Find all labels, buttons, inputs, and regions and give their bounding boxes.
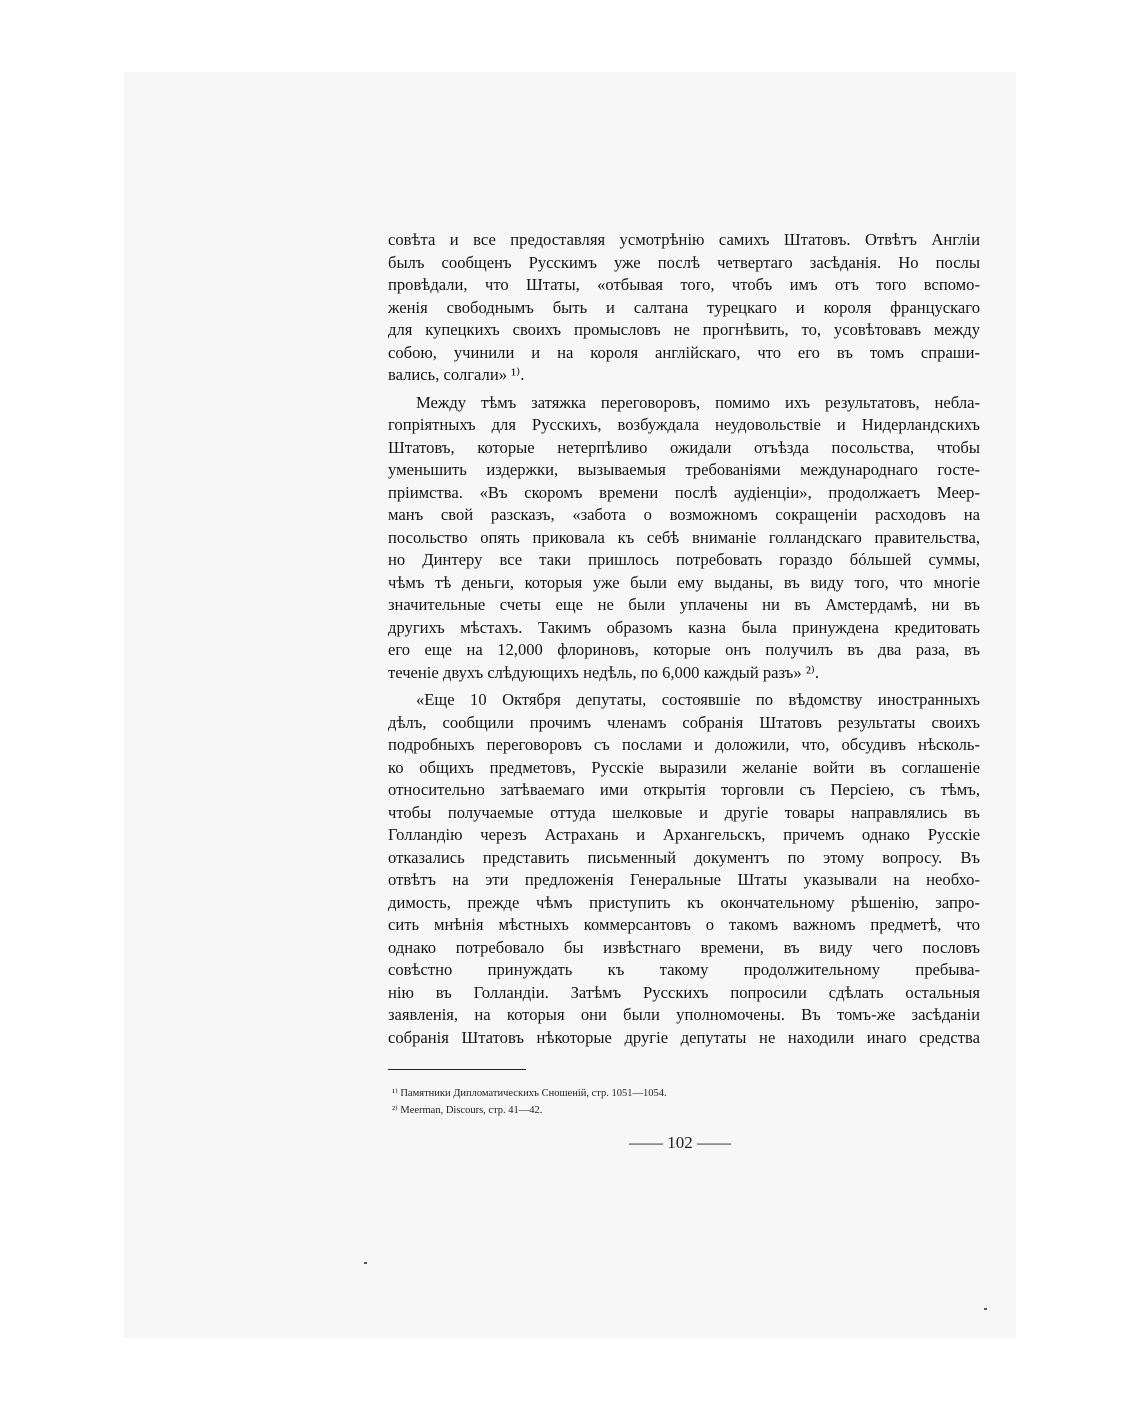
text-line: былъ сообщенъ Русскимъ уже послѣ четвертаго засѣданія. Но послы: [388, 252, 980, 272]
text-line: чтобы получаемые оттуда шелковые и другіе товары направлялись въ: [388, 802, 980, 822]
text-line: пріимства. «Въ скоромъ времени послѣ аудіенціи», продолжаетъ Меер-: [388, 482, 980, 502]
text-line: гопріятныхъ для Русскихъ, возбуждала неудовольствіе и Нидерландскихъ: [388, 415, 980, 434]
text-line: отвѣтъ на эти предложенія Генеральные Штаты указывали на необхо-: [388, 870, 980, 889]
text-line: вались, солгали» ¹⁾.: [388, 365, 525, 384]
text-line: ко общихъ предметовъ, Русскіе выразили желаніе войти въ соглашеніе: [388, 757, 980, 777]
text-line: Штатовъ, которые нетерпѣливо ожидали отъѣзда посольства, чтобы: [388, 437, 980, 457]
footnote-2: ²⁾ Meerman, Discours, стр. 41—42.: [392, 1105, 543, 1116]
footnote-1: ¹⁾ Памятники Дипломатическихъ Сношеній, стр. 1051—1054.: [392, 1088, 667, 1099]
text-line: отказались представить письменный документъ по этому вопросу. Въ: [388, 847, 980, 867]
text-line: для купецкихъ своихъ промысловъ не прогнѣвить, то, усовѣтовавъ между: [388, 320, 980, 339]
text-line: посольство опять приковала къ себѣ вниманіе голландскаго правительства,: [388, 527, 980, 547]
text-line: однако потребовало бы извѣстнаго времени, въ виду чего пословъ: [388, 937, 980, 957]
text-line: Голландію черезъ Астрахань и Архангельскъ, причемъ однако Русскіе: [388, 825, 980, 844]
text-line: провѣдали, что Штаты, «отбывая того, чтобъ имъ отъ того вспомо-: [388, 275, 980, 294]
text-line: совѣта и все предоставляя усмотрѣнію самихъ Штатовъ. Отвѣтъ Англіи: [388, 230, 980, 249]
text-line: относительно затѣваемаго ими открытія торговли съ Персіею, съ тѣмъ,: [388, 780, 980, 799]
text-line: теченіе двухъ слѣдующихъ недѣль, по 6,000 каждый разъ» ²⁾.: [388, 662, 820, 682]
text-line: подробныхъ переговоровъ съ послами и доложили, что, обсудивъ нѣсколь-: [388, 735, 980, 754]
text-line: значительные счеты еще не были уплачены ни въ Амстердамѣ, ни въ: [388, 595, 980, 614]
text-line: чѣмъ тѣ деньги, которыя уже были ему выданы, въ виду того, что многіе: [388, 572, 980, 592]
text-line: другихъ мѣстахъ. Такимъ образомъ казна была принуждена кредитовать: [388, 617, 980, 637]
text-line: заявленія, на которыя они были уполномочены. Въ томъ-же засѣданіи: [388, 1005, 980, 1024]
text-line: но Динтеру все таки пришлось потребовать гораздо бóльшей суммы,: [388, 550, 980, 569]
text-line: его еще на 12,000 флориновъ, которые онъ получилъ въ два раза, въ: [388, 640, 980, 659]
text-line: сить мнѣнія мѣстныхъ коммерсантовъ о такомъ важномъ предметѣ, что: [388, 915, 980, 934]
text-line: собою, учинили и на короля англійскаго, что его въ томъ спраши-: [388, 342, 980, 362]
text-line: нію въ Голландіи. Затѣмъ Русскихъ попросили сдѣлать остальныя: [388, 982, 980, 1002]
footnote-divider: [388, 1069, 526, 1070]
footnotes: [388, 1085, 888, 1119]
body-text: [388, 229, 980, 1049]
scan-speck: [364, 1262, 367, 1264]
text-line: манъ свой разсказъ, «забота о возможномъ сокращеніи расходовъ на: [388, 505, 980, 524]
text-line: совѣстно принуждать къ такому продолжительному пребыва-: [388, 960, 980, 979]
text-line: собранія Штатовъ нѣкоторые другіе депутаты не находили инаго средства: [388, 1027, 980, 1047]
text-line: уменьшить издержки, вызываемыя требованіями международнаго госте-: [388, 460, 980, 479]
text-line: димость, прежде чѣмъ приступить къ окончательному рѣшенію, запро-: [388, 892, 980, 912]
text-line: «Еще 10 Октября депутаты, состоявшіе по вѣдомству иностранныхъ: [416, 690, 980, 709]
text-line: женія свободнымъ быть и салтана турецкаго и короля францускаго: [388, 297, 980, 317]
text-line: Между тѣмъ затяжка переговоровъ, помимо ихъ результатовъ, небла-: [416, 392, 980, 412]
page-number: —— 102 ——: [629, 1133, 731, 1152]
scan-speck: [984, 1308, 987, 1310]
text-line: дѣлъ, сообщили прочимъ членамъ собранія Штатовъ результаты своихъ: [388, 712, 980, 732]
